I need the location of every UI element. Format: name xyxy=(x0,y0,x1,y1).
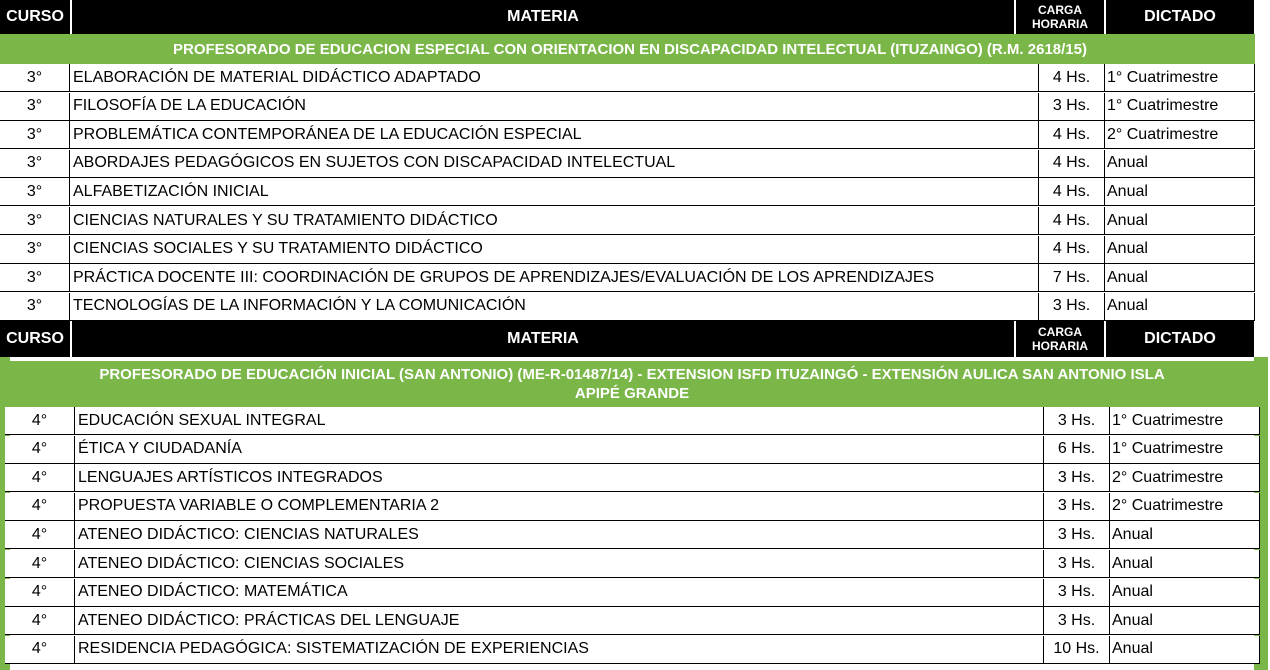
cell-dictado: Anual xyxy=(1105,293,1255,321)
cell-carga: 3 Hs. xyxy=(1044,579,1110,607)
cell-curso: 4° xyxy=(5,607,75,635)
cell-dictado: 1° Cuatrimestre xyxy=(1105,64,1255,92)
col-header-carga-line2: HORARIA xyxy=(1032,339,1088,353)
cell-dictado: Anual xyxy=(1105,178,1255,206)
cell-dictado: 1° Cuatrimestre xyxy=(1105,93,1255,121)
cell-materia: ATENEO DIDÁCTICO: MATEMÁTICA xyxy=(75,579,1044,607)
section-title-1: PROFESORADO DE EDUCACION ESPECIAL CON ORIENTACION EN DISCAPACIDAD INTELECTUAL (ITUZAINGO) (R.M. 2618/15) xyxy=(5,34,1255,64)
cell-materia: ATENEO DIDÁCTICO: CIENCIAS NATURALES xyxy=(75,521,1044,549)
cell-curso: 4° xyxy=(5,579,75,607)
col-header-curso: CURSO xyxy=(0,321,70,357)
cell-curso: 4° xyxy=(5,493,75,521)
col-header-carga-line2: HORARIA xyxy=(1032,17,1088,31)
section-title-2-line1: PROFESORADO DE EDUCACIÓN INICIAL (SAN ANTONIO) (ME-R-01487/14) - EXTENSION ISFD ITUZAINGÓ - EXTENSIÓN AULICA SAN ANTONIO ISLA xyxy=(99,366,1165,383)
cell-carga: 10 Hs. xyxy=(1044,636,1110,664)
cell-materia: ABORDAJES PEDAGÓGICOS EN SUJETOS CON DISCAPACIDAD INTELECTUAL xyxy=(70,150,1039,178)
cell-dictado: Anual xyxy=(1105,150,1255,178)
cell-dictado: Anual xyxy=(1110,521,1260,549)
cell-carga: 4 Hs. xyxy=(1039,64,1105,92)
cell-materia: ATENEO DIDÁCTICO: CIENCIAS SOCIALES xyxy=(75,550,1044,578)
cell-dictado: 1° Cuatrimestre xyxy=(1110,407,1260,435)
cell-dictado: 2° Cuatrimestre xyxy=(1105,121,1255,149)
cell-dictado: 2° Cuatrimestre xyxy=(1110,493,1260,521)
cell-carga: 3 Hs. xyxy=(1039,93,1105,121)
cell-materia: FILOSOFÍA DE LA EDUCACIÓN xyxy=(70,93,1039,121)
cell-carga: 3 Hs. xyxy=(1039,293,1105,321)
cell-carga: 3 Hs. xyxy=(1044,607,1110,635)
col-header-dictado: DICTADO xyxy=(1106,0,1254,34)
cell-curso: 4° xyxy=(5,464,75,492)
col-header-carga-horaria xyxy=(1016,321,1104,357)
col-header-dictado: DICTADO xyxy=(1106,321,1254,357)
cell-carga: 4 Hs. xyxy=(1039,178,1105,206)
cell-carga: 4 Hs. xyxy=(1039,121,1105,149)
cell-materia: PROBLEMÁTICA CONTEMPORÁNEA DE LA EDUCACIÓN ESPECIAL xyxy=(70,121,1039,149)
cell-carga: 3 Hs. xyxy=(1044,464,1110,492)
col-header-materia: MATERIA xyxy=(72,0,1014,34)
col-header-carga-horaria xyxy=(1016,0,1104,34)
cell-dictado: 2° Cuatrimestre xyxy=(1110,464,1260,492)
col-header-carga-line1: CARGA xyxy=(1038,325,1082,339)
cell-dictado: 1° Cuatrimestre xyxy=(1110,436,1260,464)
cell-materia: ALFABETIZACIÓN INICIAL xyxy=(70,178,1039,206)
cell-curso: 4° xyxy=(5,407,75,435)
cell-curso: 3° xyxy=(0,64,70,92)
cell-dictado: Anual xyxy=(1105,264,1255,292)
cell-materia: ATENEO DIDÁCTICO: PRÁCTICAS DEL LENGUAJE xyxy=(75,607,1044,635)
col-header-carga-line1: CARGA xyxy=(1038,3,1082,17)
cell-curso: 3° xyxy=(0,93,70,121)
cell-dictado: Anual xyxy=(1105,207,1255,235)
section-title-2 xyxy=(10,361,1254,407)
cell-materia: TECNOLOGÍAS DE LA INFORMACIÓN Y LA COMUNICACIÓN xyxy=(70,293,1039,321)
cell-carga: 3 Hs. xyxy=(1044,521,1110,549)
cell-carga: 4 Hs. xyxy=(1039,150,1105,178)
cell-curso: 4° xyxy=(5,521,75,549)
cell-materia: EDUCACIÓN SEXUAL INTEGRAL xyxy=(75,407,1044,435)
cell-materia: ELABORACIÓN DE MATERIAL DIDÁCTICO ADAPTADO xyxy=(70,64,1039,92)
cell-dictado: Anual xyxy=(1110,550,1260,578)
cell-carga: 3 Hs. xyxy=(1044,493,1110,521)
section-title-2-line2: APIPÉ GRANDE xyxy=(574,385,690,402)
cell-dictado: Anual xyxy=(1110,579,1260,607)
cell-curso: 4° xyxy=(5,550,75,578)
cell-carga: 3 Hs. xyxy=(1044,550,1110,578)
cell-curso: 4° xyxy=(5,636,75,664)
cell-curso: 3° xyxy=(0,150,70,178)
cell-curso: 3° xyxy=(0,121,70,149)
cell-curso: 3° xyxy=(0,207,70,235)
cell-curso: 3° xyxy=(0,264,70,292)
col-header-curso: CURSO xyxy=(0,0,70,34)
cell-curso: 3° xyxy=(0,293,70,321)
col-header-materia: MATERIA xyxy=(72,321,1014,357)
cell-materia: ÉTICA Y CIUDADANÍA xyxy=(75,436,1044,464)
cell-carga: 7 Hs. xyxy=(1039,264,1105,292)
cell-dictado: Anual xyxy=(1110,607,1260,635)
cell-materia: PRÁCTICA DOCENTE III: COORDINACIÓN DE GRUPOS DE APRENDIZAJES/EVALUACIÓN DE LOS APRENDIZAJES xyxy=(70,264,1039,292)
cell-materia: RESIDENCIA PEDAGÓGICA: SISTEMATIZACIÓN DE EXPERIENCIAS xyxy=(75,636,1044,664)
cell-curso: 3° xyxy=(0,178,70,206)
cell-materia: LENGUAJES ARTÍSTICOS INTEGRADOS xyxy=(75,464,1044,492)
cell-materia: CIENCIAS SOCIALES Y SU TRATAMIENTO DIDÁCTICO xyxy=(70,236,1039,264)
cell-materia: CIENCIAS NATURALES Y SU TRATAMIENTO DIDÁCTICO xyxy=(70,207,1039,235)
cell-carga: 4 Hs. xyxy=(1039,207,1105,235)
cell-carga: 4 Hs. xyxy=(1039,236,1105,264)
cell-curso: 3° xyxy=(0,236,70,264)
cell-curso: 4° xyxy=(5,436,75,464)
cell-carga: 3 Hs. xyxy=(1044,407,1110,435)
cell-dictado: Anual xyxy=(1105,236,1255,264)
cell-materia: PROPUESTA VARIABLE O COMPLEMENTARIA 2 xyxy=(75,493,1044,521)
cell-carga: 6 Hs. xyxy=(1044,436,1110,464)
cell-dictado: Anual xyxy=(1110,636,1260,664)
